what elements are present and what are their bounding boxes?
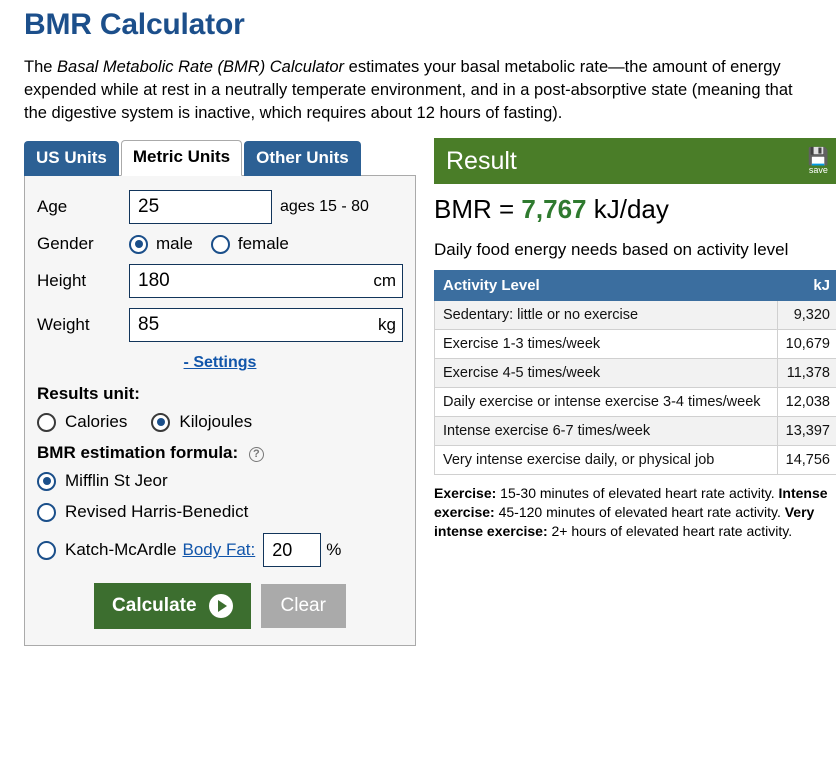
table-row	[435, 330, 836, 359]
bmr-unit: kJ/day	[587, 194, 669, 224]
formula-harris-label: Revised Harris-Benedict	[65, 502, 248, 522]
save-icon[interactable]	[808, 148, 829, 175]
intro-rest: estimates your basal metabolic rate—the amount of energy expended while at rest in a neutrally temperate environment, and in a post-absorptive state (meaning that the digestive system is inactive, which requires about 12 hours of fasting).	[24, 58, 793, 122]
unit-kilojoules-radio[interactable]	[151, 413, 170, 432]
gender-female-radio[interactable]	[211, 235, 230, 254]
intro-paragraph	[24, 56, 812, 124]
note-term: Intense exercise:	[434, 485, 828, 520]
settings-link[interactable]: - Settings	[37, 354, 403, 372]
note-text: 45-120 minutes of elevated heart rate activity.	[495, 504, 781, 520]
age-hint: ages 15 - 80	[280, 198, 369, 216]
save-label: save	[808, 166, 829, 175]
intro-prefix: The	[24, 58, 57, 76]
result-header	[434, 138, 836, 184]
note-term: Exercise:	[434, 485, 496, 501]
weight-input-wrap[interactable]	[129, 308, 403, 342]
table-row	[435, 446, 836, 475]
help-icon[interactable]: ?	[249, 447, 264, 462]
age-row	[37, 190, 403, 224]
table-row	[435, 388, 836, 417]
age-label: Age	[37, 197, 129, 217]
table-row	[435, 417, 836, 446]
activity-kj: 14,756	[777, 446, 836, 475]
activity-kj: 11,378	[777, 359, 836, 388]
play-icon	[209, 594, 233, 618]
calculate-button[interactable]	[94, 583, 250, 629]
activity-kj: 10,679	[777, 330, 836, 359]
height-unit: cm	[369, 271, 396, 291]
body-fat-percent-label: %	[326, 540, 341, 560]
tab-other-units[interactable]: Other Units	[244, 141, 361, 177]
col-activity-level: Activity Level	[435, 271, 778, 301]
formula-label: BMR estimation formula:	[37, 443, 238, 462]
col-kj: kJ	[777, 271, 836, 301]
tab-metric-units[interactable]: Metric Units	[121, 140, 242, 177]
height-label: Height	[37, 271, 129, 291]
formula-option-mifflin	[37, 471, 403, 491]
main-columns	[10, 138, 826, 646]
clear-button[interactable]: Clear	[261, 584, 346, 628]
formula-option-harris	[37, 502, 403, 522]
gender-male-label: male	[156, 234, 193, 254]
body-fat-input[interactable]	[270, 534, 314, 566]
formula-mifflin-radio[interactable]	[37, 472, 56, 491]
age-input[interactable]	[136, 191, 265, 223]
intro-emphasis: Basal Metabolic Rate (BMR) Calculator	[57, 58, 344, 76]
unit-calories-label: Calories	[65, 412, 127, 432]
exercise-notes	[434, 484, 836, 541]
activity-name: Intense exercise 6-7 times/week	[435, 417, 778, 446]
results-unit-label: Results unit:	[37, 384, 403, 404]
activity-name: Exercise 4-5 times/week	[435, 359, 778, 388]
result-column	[434, 138, 836, 541]
bmr-value: 7,767	[521, 194, 586, 224]
formula-katch-label: Katch-McArdle	[65, 540, 176, 560]
formula-katch-radio[interactable]	[37, 541, 56, 560]
activity-name: Very intense exercise daily, or physical job	[435, 446, 778, 475]
formula-option-katch	[37, 533, 403, 567]
button-row	[37, 583, 403, 629]
unit-tabs	[24, 138, 416, 176]
activity-kj: 9,320	[777, 301, 836, 330]
activity-name: Daily exercise or intense exercise 3-4 times/week	[435, 388, 778, 417]
formula-mifflin-label: Mifflin St Jeor	[65, 471, 168, 491]
table-header-row	[435, 271, 836, 301]
formula-harris-radio[interactable]	[37, 503, 56, 522]
activity-subtitle: Daily food energy needs based on activity level	[434, 239, 836, 261]
weight-input[interactable]	[136, 309, 374, 341]
weight-label: Weight	[37, 315, 129, 335]
activity-name: Sedentary: little or no exercise	[435, 301, 778, 330]
note-text: 15-30 minutes of elevated heart rate activity.	[496, 485, 774, 501]
tab-us-units[interactable]: US Units	[24, 141, 119, 177]
bmr-prefix: BMR =	[434, 194, 521, 224]
table-row	[435, 359, 836, 388]
note-term: Very intense exercise:	[434, 504, 814, 539]
age-input-wrap[interactable]	[129, 190, 272, 224]
bmr-calculator-page	[0, 8, 836, 776]
bmr-result-line	[434, 194, 836, 225]
activity-name: Exercise 1-3 times/week	[435, 330, 778, 359]
calculate-label: Calculate	[112, 595, 196, 617]
save-glyph: 💾	[808, 148, 829, 165]
gender-male-radio[interactable]	[129, 235, 148, 254]
unit-calories-radio[interactable]	[37, 413, 56, 432]
activity-kj: 13,397	[777, 417, 836, 446]
result-heading: Result	[446, 147, 517, 176]
weight-unit: kg	[374, 315, 396, 335]
body-fat-input-wrap[interactable]	[263, 533, 321, 567]
gender-label: Gender	[37, 234, 129, 254]
note-text: 2+ hours of elevated heart rate activity.	[548, 523, 793, 539]
height-input[interactable]	[136, 265, 369, 297]
table-row	[435, 301, 836, 330]
formula-label-row	[37, 443, 403, 463]
activity-kj: 12,038	[777, 388, 836, 417]
calculator-panel	[24, 175, 416, 646]
body-fat-link[interactable]: Body Fat:	[182, 540, 255, 560]
height-row	[37, 264, 403, 298]
activity-table	[434, 270, 836, 475]
gender-female-label: female	[238, 234, 289, 254]
height-input-wrap[interactable]	[129, 264, 403, 298]
weight-row	[37, 308, 403, 342]
results-unit-options	[37, 412, 403, 432]
gender-row	[37, 234, 403, 254]
page-title: BMR Calculator	[24, 8, 826, 42]
unit-kilojoules-label: Kilojoules	[179, 412, 252, 432]
calculator-column	[24, 138, 416, 646]
